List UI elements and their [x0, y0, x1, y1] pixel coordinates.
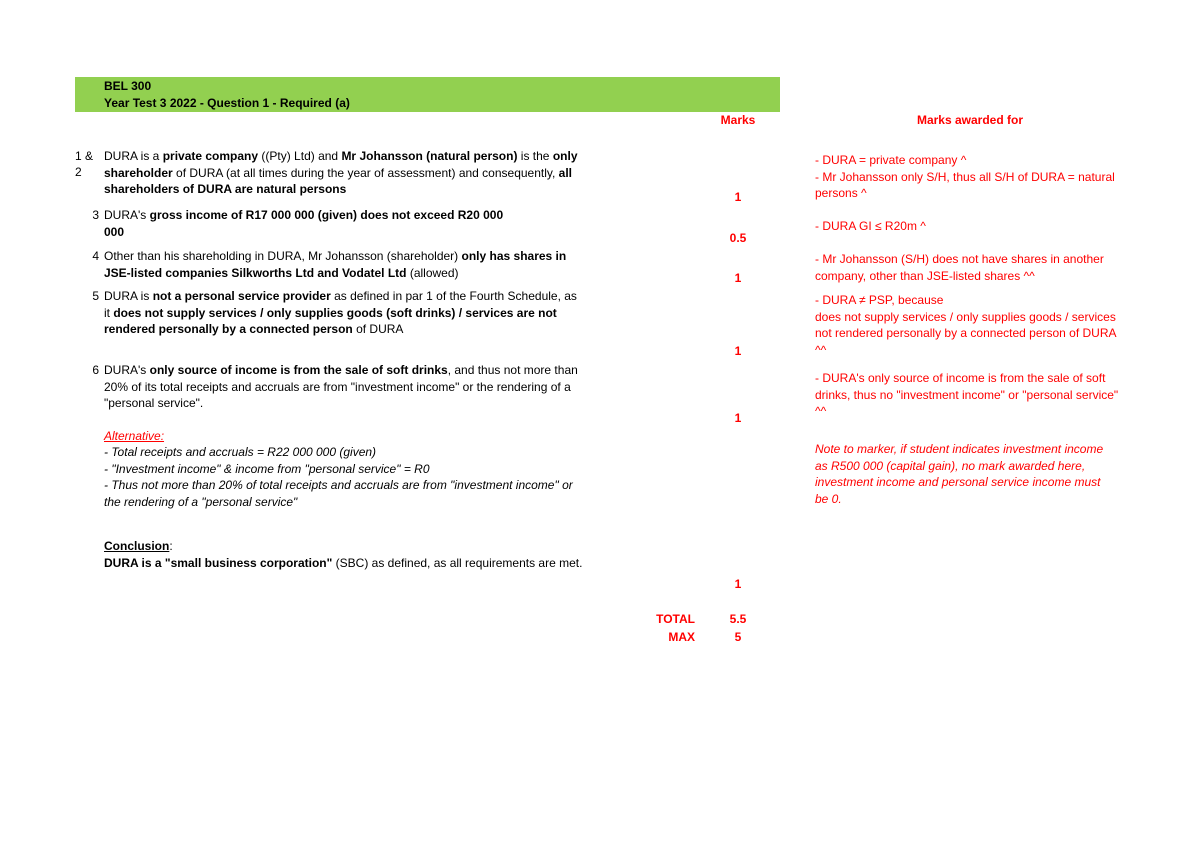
item-mark-3: 0.5 — [729, 231, 747, 245]
alternative-line: - Thus not more than 20% of total receipts and accruals are from "investment income" or the rendering of a "personal service" — [104, 478, 573, 509]
conclusion-heading-text: Conclusion — [104, 539, 170, 553]
conclusion-heading — [104, 538, 594, 555]
total-value: 5.5 — [729, 612, 747, 626]
item-text-5 — [104, 288, 584, 338]
conclusion-rest: (SBC) as defined, as all requirements are met. — [332, 556, 583, 570]
item-text-part: of DURA — [352, 322, 404, 336]
item-text-part: DURA is a — [104, 149, 163, 163]
item-text-part: only source of income is from the sale of soft drinks — [149, 363, 448, 377]
question-title: Year Test 3 2022 - Question 1 - Required (a) — [104, 96, 350, 110]
max-value: 5 — [734, 630, 742, 644]
alternative-line: - "Investment income" & income from "personal service" = R0 — [104, 461, 430, 476]
item-text-part: (allowed) — [406, 265, 459, 280]
marks-awarded-heading: Marks awarded for — [916, 113, 1024, 127]
item-text-part: DURA is — [104, 289, 153, 303]
item-text-part: only shareholder — [104, 149, 578, 180]
total-label: TOTAL — [656, 612, 695, 626]
item-mark-1: 1 — [734, 190, 742, 204]
item-text-6 — [104, 362, 579, 412]
alternative-heading: Alternative: — [104, 429, 165, 443]
item-text-part: private company — [162, 149, 259, 163]
course-code: BEL 300 — [104, 79, 152, 93]
item-number-6: 6 — [92, 363, 99, 377]
item-text-part: Other than his shareholding in DURA, Mr Johansson (shareholder) — [104, 249, 462, 263]
item-text-part: Mr Johansson (natural person) — [341, 149, 518, 163]
note-to-marker: Note to marker, if student indicates investment income as R500 000 (capital gain), no mark awarded here, investment income and personal service income must be 0. — [815, 442, 1104, 506]
item-number-3: 3 — [92, 208, 99, 222]
item-mark-4: 1 — [734, 271, 742, 285]
item-awarded-5: - DURA ≠ PSP, because does not supply services / only supplies goods / services not rendered personally by a connected person of DURA ^^ — [815, 293, 1116, 357]
conclusion-colon: : — [169, 539, 173, 553]
item-text-3 — [104, 207, 504, 240]
item-text-part: DURA's — [104, 363, 150, 377]
item-text-part: is the — [517, 149, 553, 163]
item-text-part: all shareholders of DURA are natural persons — [104, 165, 573, 196]
item-number-5: 5 — [92, 289, 99, 303]
item-awarded-4: - Mr Johansson (S/H) does not have shares in another company, other than JSE-listed shares ^^ — [815, 252, 1104, 283]
max-label: MAX — [668, 630, 695, 644]
item-text-part: only has shares in JSE-listed companies Silkworths Ltd and Vodatel Ltd — [104, 249, 567, 280]
item-text-1 — [104, 148, 594, 198]
item-text-part: ((Pty) Ltd) and — [258, 149, 342, 163]
item-text-part: as defined in par 1 of the Fourth Schedule, as it — [104, 289, 577, 320]
item-number-4: 4 — [92, 249, 99, 263]
item-text-4 — [104, 248, 594, 281]
conclusion-bold: DURA is a "small business corporation" — [104, 556, 333, 570]
alternative-list — [104, 444, 574, 510]
item-mark-5: 1 — [734, 344, 742, 358]
item-awarded-3: - DURA GI ≤ R20m ^ — [815, 219, 926, 233]
alternative-line: - Total receipts and accruals = R22 000 000 (given) — [104, 445, 377, 459]
conclusion-text — [104, 555, 584, 572]
item-text-part: not a personal service provider — [152, 289, 331, 303]
item-text-part: of DURA (at all times during the year of assessment) and consequently, — [172, 165, 559, 180]
item-awarded-6: - DURA's only source of income is from the sale of soft drinks, thus no "investment income" or "personal service" ^^ — [815, 371, 1119, 418]
item-awarded-1: - DURA = private company ^ - Mr Johansson only S/H, thus all S/H of DURA = natural persons ^ — [815, 153, 1115, 200]
conclusion-mark: 1 — [734, 577, 742, 591]
item-mark-6: 1 — [734, 411, 742, 425]
item-text-part: gross income of R17 000 000 (given) does not exceed R20 000 000 — [104, 208, 504, 239]
item-text-part: does not supply services / only supplies goods (soft drinks) / services are not rendered personally by a connected person — [104, 305, 557, 336]
marks-heading: Marks — [720, 113, 756, 127]
item-number-1: 1 & 2 — [75, 149, 94, 179]
item-text-part: DURA's — [104, 208, 150, 222]
item-text-part: , and thus not more than 20% of its total receipts and accruals are from "investment income" or the rendering of a "personal service". — [104, 363, 578, 410]
